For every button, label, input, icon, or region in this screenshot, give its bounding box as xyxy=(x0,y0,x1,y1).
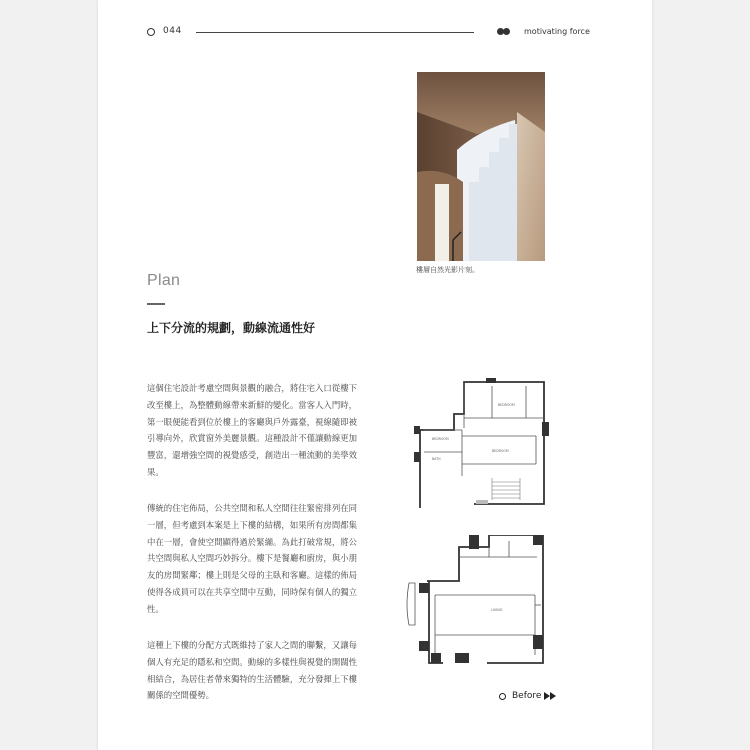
room-label: BEDROOM xyxy=(432,437,449,441)
double-arrow-icon xyxy=(544,692,556,700)
page-number: 044 xyxy=(163,26,182,36)
body-paragraph-1: 這個住宅設計考慮空間與景觀的融合，將住宅入口從樓下改至樓上，為整體動線帶來新鮮的變化。當客人入門時，第一眼便能看到位於樓上的客廳與戶外露臺，視線隨即被引導向外，欣賞窗外美麗景觀。這種設計不僅讓動線更加豐富，還增強空間的視覺感受，創造出一種流動的美學效果。 xyxy=(147,383,357,477)
section-label: Plan xyxy=(147,272,181,289)
photo-caption: 樓層自然光影片刻。 xyxy=(416,266,479,274)
staircase-photo xyxy=(417,72,545,261)
room-label: BEDROOM xyxy=(498,403,515,407)
section-title: motivating force xyxy=(524,27,590,36)
floor-plan-upper xyxy=(414,378,549,508)
section-dots-icon xyxy=(497,28,511,36)
circle-marker-icon xyxy=(499,693,506,700)
header-rule xyxy=(196,32,474,33)
room-label: LIVING xyxy=(491,608,503,612)
section-rule xyxy=(147,303,165,305)
body-paragraph-3: 這種上下樓的分配方式既維持了家人之間的聯繫，又讓每個人有充足的隱私和空間。動線的多樣性與視覺的開闊性相結合，為居住者帶來獨特的生活體驗，充分發揮上下樓關係的空間優勢。 xyxy=(147,640,357,701)
room-label: BEDROOM xyxy=(492,449,509,453)
room-label: BATH xyxy=(432,457,441,461)
before-label: Before xyxy=(512,691,542,701)
floor-plan-lower xyxy=(405,535,547,665)
section-heading: 上下分流的規劃，動線流通性好 xyxy=(147,321,316,335)
before-link[interactable] xyxy=(499,689,556,703)
page-marker-circle xyxy=(147,28,155,36)
body-paragraph-2: 傳統的住宅佈局，公共空間和私人空間往往緊密排列在同一層，但考慮到本案是上下樓的結構，如果所有房間都集中在一層，會使空間顯得過於緊繃。為此打破常規，將公共空間與私人空間巧妙拆分。樓下是餐廳和廚房，與小朋友的房間緊鄰；樓上則是父母的主臥和客廳。這樣的佈局使得各成員可以在共享空間中互動，同時保有個人的獨立性。 xyxy=(147,503,357,614)
